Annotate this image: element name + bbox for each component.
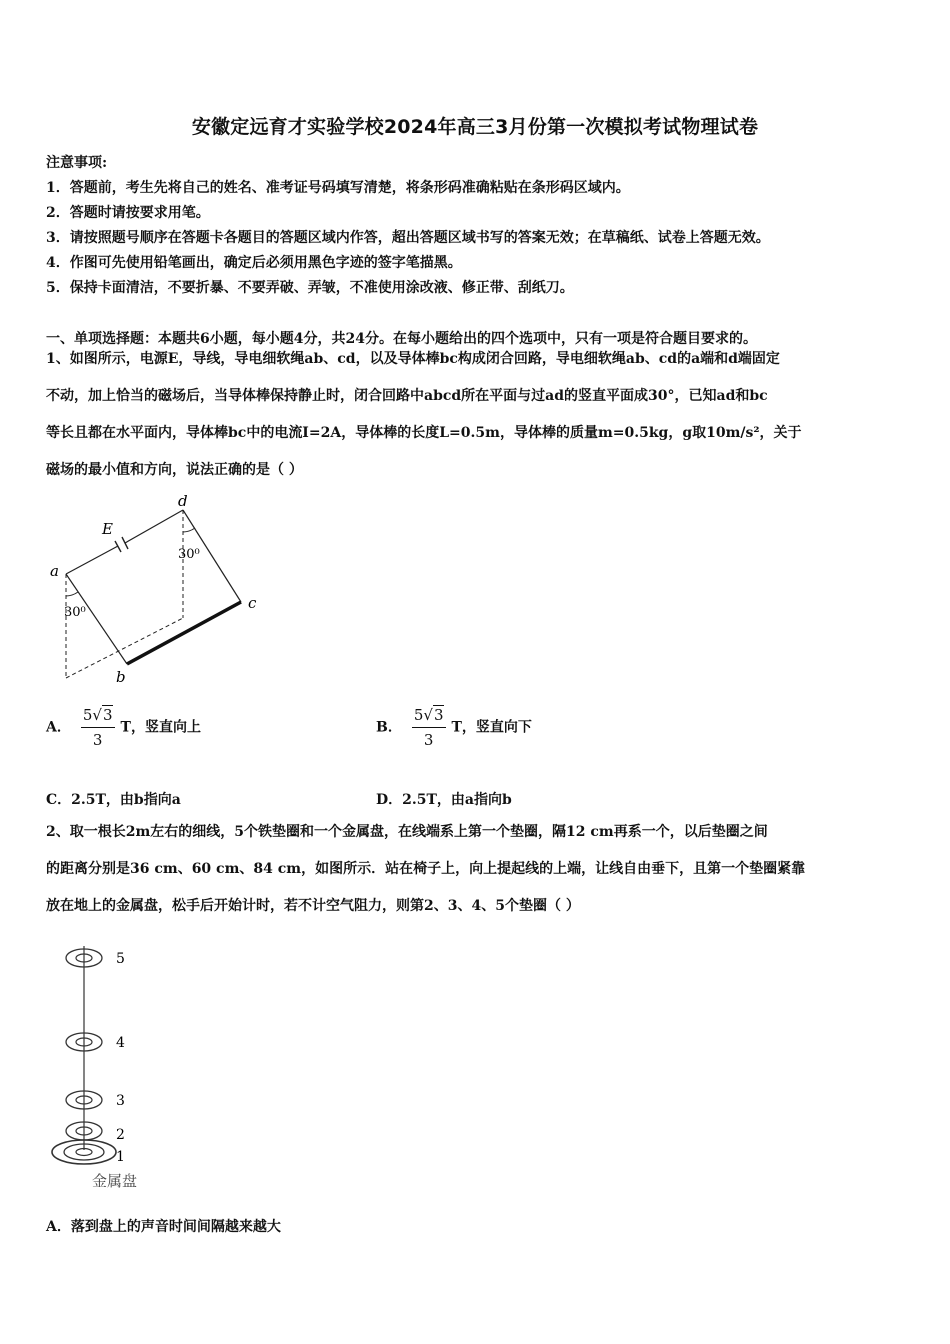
question-1-line: 等长且都在水平面内，导体棒bc中的电流I=2A，导体棒的长度L=0.5m，导体棒的质量m=0.5kg，g取10m/s²，关于 xyxy=(46,425,802,441)
denominator: 3 xyxy=(92,731,103,749)
question-1-stem xyxy=(46,341,912,489)
washer-label-5: 5 xyxy=(116,951,125,967)
wire-a-battery xyxy=(66,546,118,574)
radicand: 3 xyxy=(433,706,444,724)
notice-item: 3．请按照题号顺序在答题卡各题目的答题区域内作答，超出答题区域书写的答案无效；在草稿纸、试卷上答题无效。 xyxy=(46,230,770,246)
question-1-figure xyxy=(44,492,274,692)
question-2-line: 放在地上的金属盘，松手后开始计时，若不计空气阻力，则第2、3、4、5个垫圈（ ） xyxy=(46,898,580,914)
question-1-line: 不动，加上恰当的磁场后，当导体棒保持静止时，闭合回路中abcd所在平面与过ad的竖直平面成30°，已知ad和bc xyxy=(46,388,768,404)
notice-heading: 注意事项: xyxy=(46,155,108,171)
label-c: c xyxy=(248,594,257,612)
washer-label-2: 2 xyxy=(116,1127,125,1143)
question-2-line: 2、取一根长2m左右的细线，5个铁垫圈和一个金属盘，在线端系上第一个垫圈，隔12 cm再系一个，以后垫圈之间 xyxy=(46,824,768,840)
angle-arc-d xyxy=(183,528,195,532)
conductor-bc xyxy=(127,602,241,664)
label-b: b xyxy=(116,668,126,686)
angle-label-a: 30⁰ xyxy=(64,605,86,620)
fraction: $\frac{5√3}{3}$ xyxy=(82,706,113,749)
washer-label-3: 3 xyxy=(116,1093,125,1109)
option-text: T，竖直向下 xyxy=(451,719,532,736)
option-letter: B． xyxy=(376,719,402,736)
section-heading: 一、单项选择题：本题共6小题，每小题4分，共24分。在每小题给出的四个选项中，只有一项是符合题目要求的。 xyxy=(46,331,757,347)
wire-battery-d xyxy=(125,510,183,543)
question-1-line: 1、如图所示，电源E，导线，导电细软绳ab、cd，以及导体棒bc构成闭合回路，导电细软绳ab、cd的a端和d端固定 xyxy=(46,351,780,367)
angle-arc-a xyxy=(66,592,78,596)
page-title: 安徽定远育才实验学校2024年高三3月份第一次模拟考试物理试卷 xyxy=(191,116,759,138)
option-letter: A． xyxy=(46,719,71,736)
washer-label-1: 1 xyxy=(116,1149,125,1165)
metal-plate-label: 金属盘 xyxy=(92,1172,138,1190)
radicand: 3 xyxy=(102,706,113,724)
question-2-line: 的距离分别是36 cm、60 cm、84 cm，如图所示．站在椅子上，向上提起线的上端，让线自由垂下，且第一个垫圈紧靠 xyxy=(46,861,806,877)
notice-item: 5．保持卡面清洁，不要折暴、不要弄破、弄皱，不准使用涂改液、修正带、刮纸刀。 xyxy=(46,280,574,296)
notice-item: 2．答题时请按要求用笔。 xyxy=(46,205,210,221)
option-D[interactable]: D．2.5T，由a指向b xyxy=(376,792,512,808)
option-C[interactable]: C．2.5T，由b指向a xyxy=(46,792,181,808)
question-2-stem xyxy=(46,814,912,925)
label-E: E xyxy=(102,520,113,538)
battery-plate xyxy=(122,537,128,549)
angle-label-d: 30⁰ xyxy=(178,547,200,562)
label-d: d xyxy=(178,492,188,510)
numerator: 5 xyxy=(82,706,93,724)
option-B[interactable] xyxy=(376,706,532,749)
notice-item: 1．答题前，考生先将自己的姓名、准考证号码填写清楚，将条形码准确粘贴在条形码区域内。 xyxy=(46,180,630,196)
option-A[interactable] xyxy=(46,706,201,749)
numerator: 5 xyxy=(413,706,424,724)
question-1-line: 磁场的最小值和方向，说法正确的是（ ） xyxy=(46,462,303,478)
notice-item: 4．作图可先使用铅笔画出，确定后必须用黑色字迹的签字笔描黑。 xyxy=(46,255,462,271)
washer-label-4: 4 xyxy=(116,1035,125,1051)
label-a: a xyxy=(50,562,59,580)
question-2-option-A[interactable]: A．落到盘上的声音时间间隔越来越大 xyxy=(46,1219,281,1235)
denominator: 3 xyxy=(423,731,434,749)
option-text: T，竖直向上 xyxy=(120,719,201,736)
question-2-figure xyxy=(44,938,184,1194)
fraction: $\frac{5√3}{3}$ xyxy=(413,706,444,749)
